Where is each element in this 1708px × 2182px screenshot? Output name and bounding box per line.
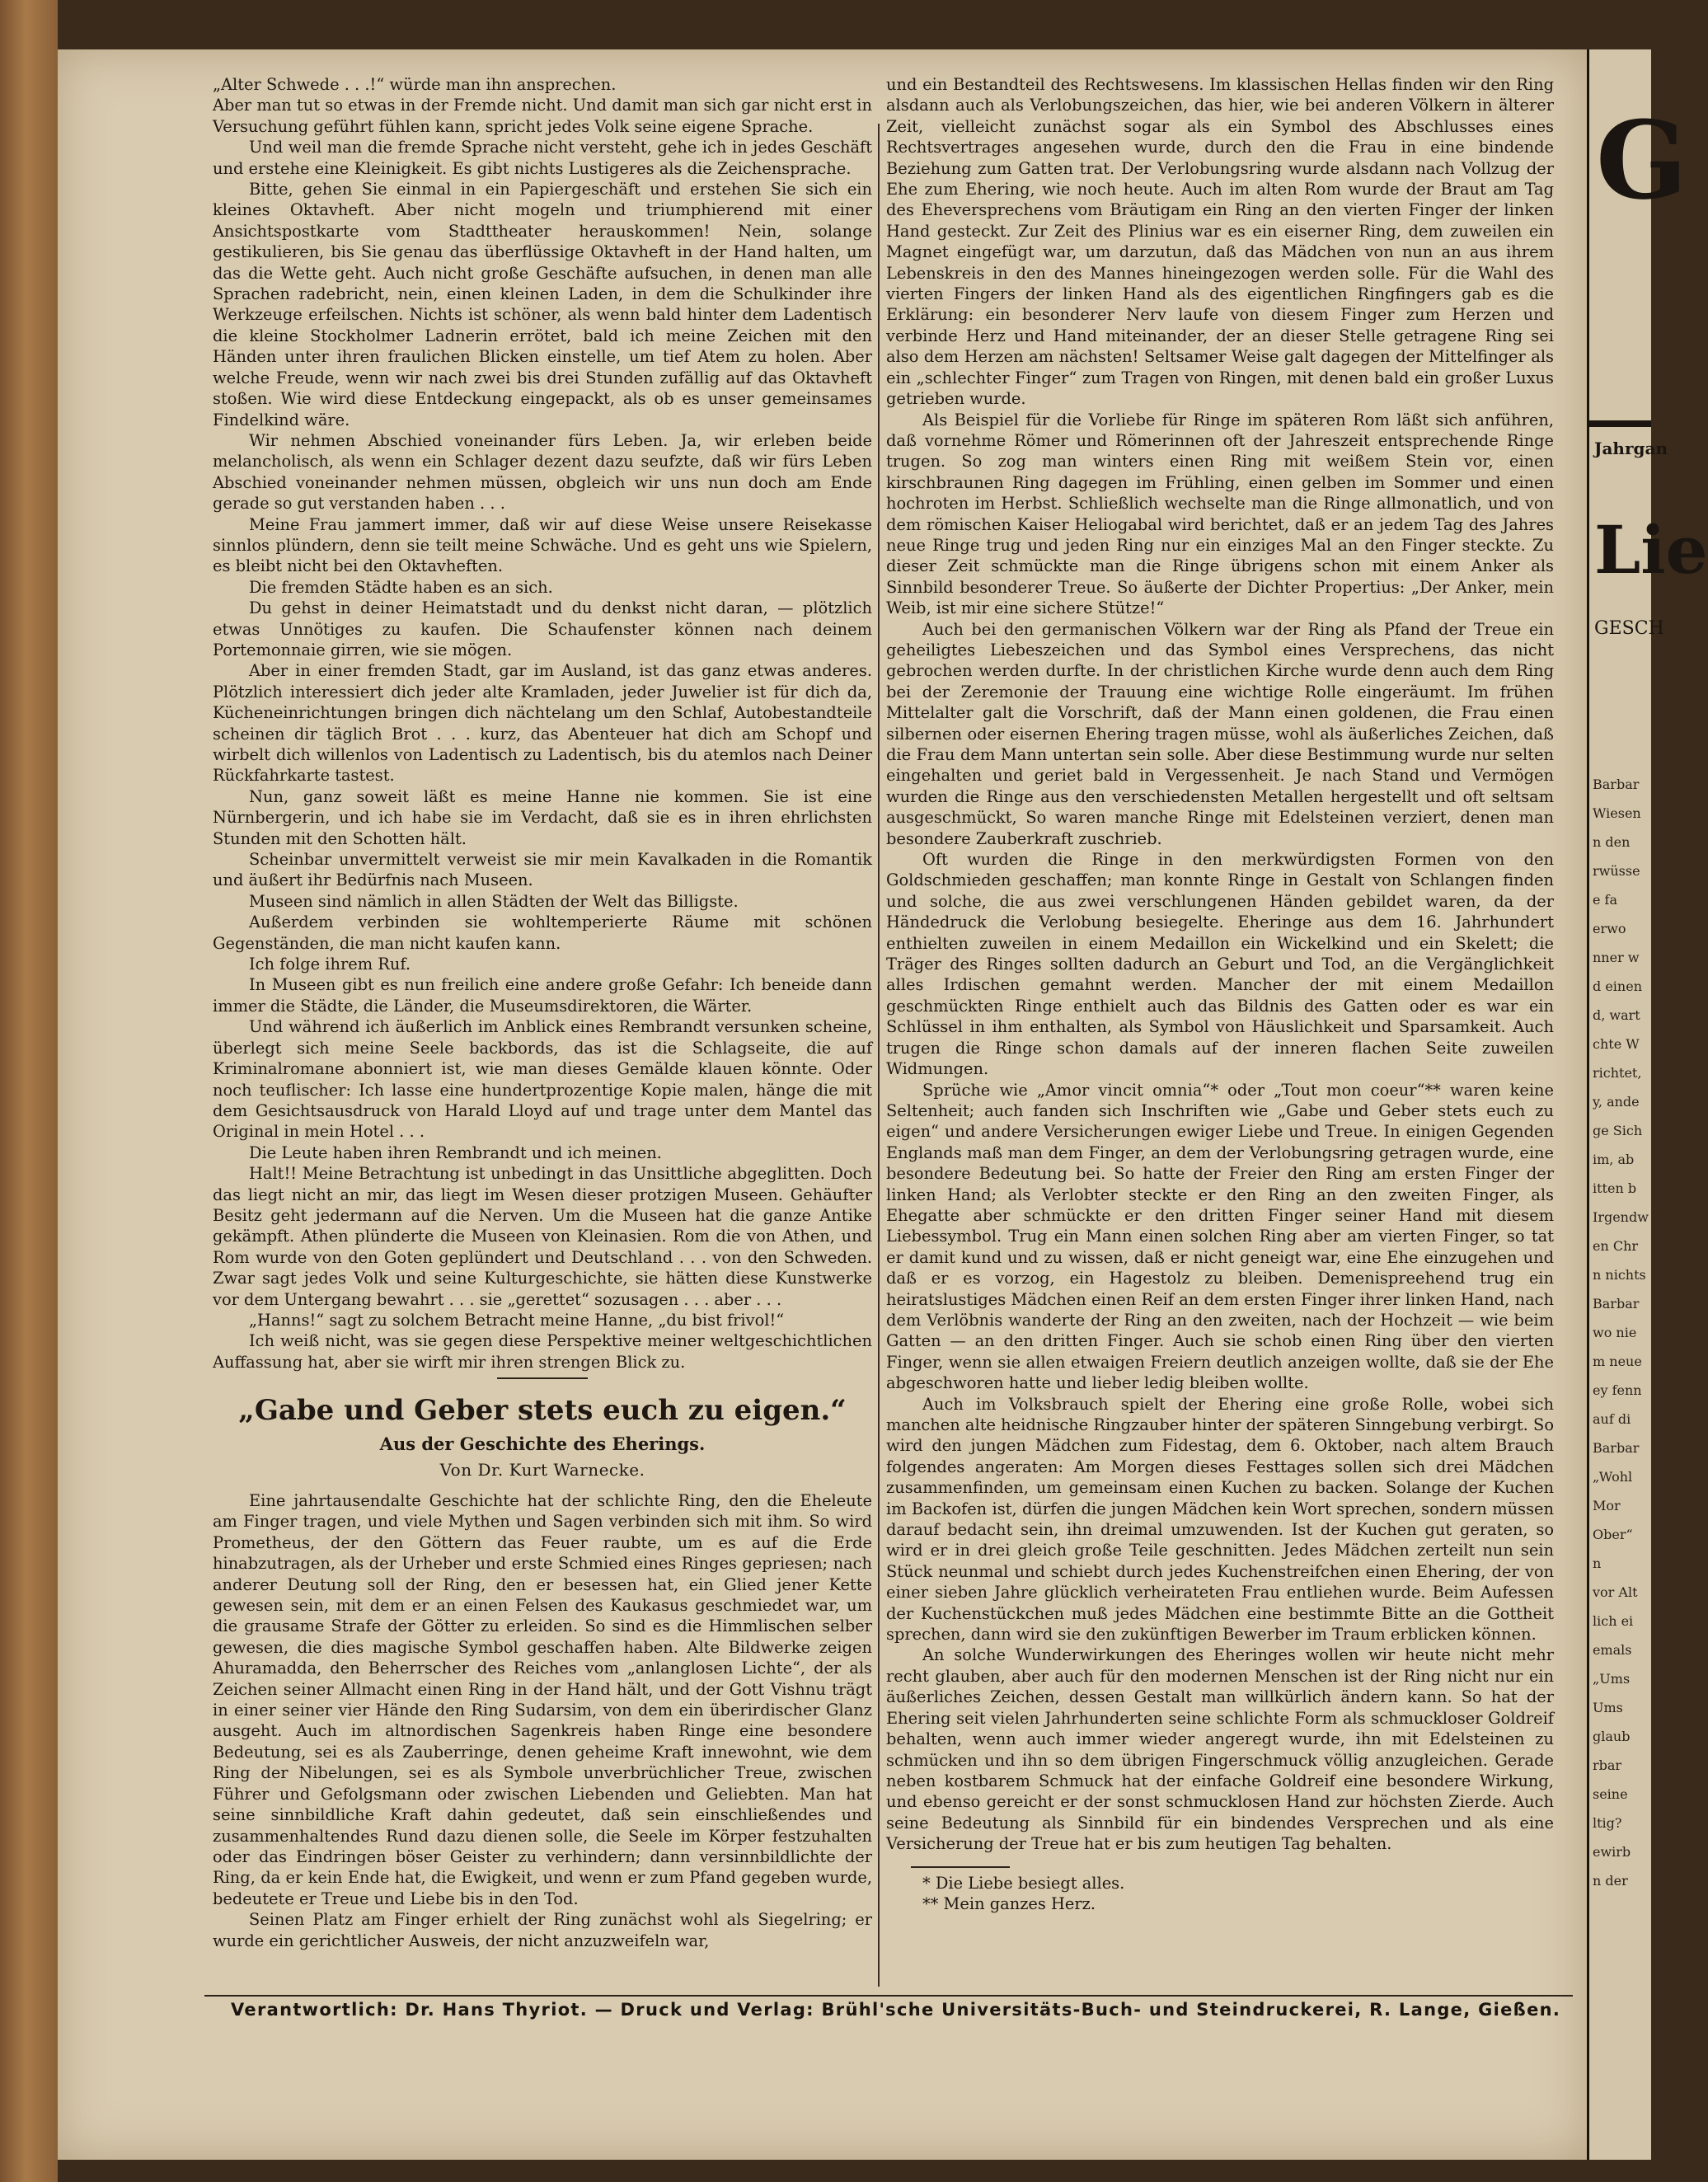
paragraph: Seinen Platz am Finger erhielt der Ring zunächst wohl als Siegelring; er wurde ein gerichtlicher Ausweis, der nicht anzuzweifeln war, — [213, 1910, 872, 1950]
text-fragment: chte W — [1593, 1036, 1640, 1052]
paragraph: Aber in einer fremden Stadt, gar im Ausland, ist das ganz etwas anderes. Plötzlich interessiert dich jeder alte Kramladen, jeder Juwelier ist für dich da, Kücheneinrichtungen bringen dich nächtelang um den Schlaf, Autobestandteile scheinen dir täglich Brot . . . kurz, das Abenteuer hat dich am Schopf und wirbelt dich willenlos von Ladentisch zu Ladentisch, bis du atemlos nach Deiner Rückfahrkarte tastest. — [213, 661, 872, 786]
paragraph: Die fremden Städte haben es an sich. — [249, 577, 553, 597]
paragraph: Du gehst in deiner Heimatstadt und du denkst nicht daran, — plötzlich etwas Unnötiges zu kaufen. Die Schaufenster können nach deinem Portemonnaie girren, wie sie mögen. — [213, 598, 872, 659]
paragraph: Ich weiß nicht, was sie gegen diese Perspektive meiner weltgeschichtlichen Auffassung hat, aber sie wirft mir ihren strengen Blick zu. — [213, 1331, 872, 1372]
text-fragment: vor Alt — [1593, 1584, 1638, 1600]
article-body-start — [213, 1490, 872, 1951]
paragraph: Sprüche wie „Amor vincit omnia“* oder „Tout mon coeur“** waren keine Seltenheit; auch fanden sich Inschriften wie „Gabe und Geber stets euch zu eigen“ und andere Versicherungen ewiger Liebe und Treue. In einigen Gegenden Englands maß man dem Finger, an dem der Verlobungsring getragen wurde, eine besondere Bedeutung bei. So hatte der Freier den Ring am ersten Finger der linken Hand; als Verlobter steckte er den Ring an den zweiten Finger, als Ehegatte aber schmückte er den dritten Finger seiner Hand mit diesem Liebessymbol. Trug ein Mann einen solchen Ring aber am vierten Finger, so tat er damit kund und zu wissen, daß er nicht geneigt war, eine Ehe einzugehen und daß er es vorzog, ein Hagestolz zu bleiben. Demenispreehend trug ein heiratslustiges Mädchen einen Reif an dem ersten Finger ihrer linken Hand, nach dem Verlöbnis wanderte der Ring an den zweiten, nach der Hochzeit — wie beim Gatten — an den dritten Finger. Auch sie schob einen Ring über den vierten Finger, wenn sie allen etwaigen Freiern deutlich anzeigen wollte, daß sie der Ehe abgeschworen hatte und lieber ledig bleiben wollte. — [886, 1080, 1554, 1393]
paragraph: Scheinbar unvermittelt verweist sie mir mein Kavalkaden in die Romantik und äußert ihr Bedürfnis nach Museen. — [213, 850, 872, 890]
left-column — [213, 74, 872, 1951]
text-fragment: m neue — [1593, 1354, 1642, 1369]
imprint-footer: Verantwortlich: Dr. Hans Thyriot. — Druck und Verlag: Brühl'sche Universitäts-Buch- und Steindruckerei, R. Lange, Gießen. — [231, 2000, 1561, 2020]
paragraph: Halt!! Meine Betrachtung ist unbedingt in das Unsittliche abgeglitten. Doch das liegt nicht an mir, das liegt im Wesen dieser protzigen Museen. Gehäufter Besitz geht jedermann auf die Nerven. Um die Museen hat die ganze Antike gekämpft. Athen plünderte die Museen von Kleinasien. Rom die von Athen, und Rom wurde von den Goten geplündert und Deutschland . . . von den Schweden. Zwar sagt jedes Volk und seine Kulturgeschichte, sie hätten diese Kunstwerke vor dem Untergang bewahrt . . . sie „gerettet“ sozusagen . . . aber . . . — [213, 1164, 872, 1309]
paragraph: Als Beispiel für die Vorliebe für Ringe im späteren Rom läßt sich anführen, daß vornehme Römer und Römerinnen oft der Jahreszeit entsprechende Ringe trugen. So zog man winters einen Ring mit weißem Stein vor, einen kirschbraunen Ring dagegen im Frühling, einen gelben im Sommer und einen hochroten im Herbst. Schließlich wechselte man die Ringe allmonatlich, und von dem römischen Kaiser Heliogabal wird berichtet, daß er an jedem Tag des Jahres neue Ringe trug und jeden Ring nur ein einziges Mal an den Finger steckte. Zu dieser Zeit schmückte man die Ringe übrigens schon mit einem Anker als Sinnbild besonderer Treue. So äußerte der Dichter Propertius: „Der Anker, mein Weib, ist mir eine sichere Stütze!“ — [886, 410, 1554, 618]
text-fragment: emals — [1593, 1642, 1632, 1658]
paragraph: Ich folge ihrem Ruf. — [249, 955, 411, 974]
subheadline-fragment: GESCH — [1594, 618, 1664, 639]
feuilleton-text — [213, 74, 872, 1373]
paragraph: Und weil man die fremde Sprache nicht versteht, gehe ich in jedes Geschäft und erstehe eine Kleinigkeit. Es gibt nichts Lustigeres als die Zeichensprache. — [213, 138, 872, 178]
book-binding — [0, 0, 58, 2182]
text-fragment: Barbar — [1593, 1296, 1640, 1312]
text-fragment: ewirb — [1593, 1844, 1631, 1860]
paragraph: Außerdem verbinden sie wohltemperierte Räume mit schönen Gegenständen, die man nicht kaufen kann. — [213, 913, 872, 953]
paragraph: Museen sind nämlich in allen Städten der Welt das Billigste. — [249, 891, 739, 911]
text-fragment: Ums — [1593, 1700, 1623, 1715]
article-subtitle: Aus der Geschichte des Eherings. — [379, 1434, 706, 1455]
text-fragment: richtet, — [1593, 1065, 1642, 1081]
section-divider — [497, 1377, 588, 1379]
right-column — [886, 74, 1554, 1914]
volume-label: Jahrgan — [1594, 439, 1668, 458]
text-fragment: ey fenn — [1593, 1382, 1642, 1398]
text-fragment: erwo — [1593, 921, 1626, 936]
column-divider — [878, 124, 880, 1987]
text-fragment: n — [1593, 1556, 1602, 1571]
masthead-letter: G — [1596, 97, 1688, 223]
headline-fragment: Lie — [1594, 511, 1708, 589]
adjacent-page-edge — [1587, 49, 1708, 2160]
text-fragment: nner w — [1593, 950, 1640, 965]
text-fragment: Mor — [1593, 1498, 1621, 1513]
text-fragment: rbar — [1593, 1757, 1622, 1773]
text-fragment: auf di — [1593, 1411, 1631, 1427]
text-fragment: n den — [1593, 834, 1631, 850]
paragraph: Bitte, gehen Sie einmal in ein Papiergeschäft und erstehen Sie sich ein kleines Oktavheft. Aber nicht mogeln und triumphierend mit einer Ansichtspostkarte vom Stadttheater herauskommen! Nein, solange gestikulieren, bis Sie genau das überflüssige Oktavheft in der Hand halten, um das die Wette geht. Auch nicht große Geschäfte aufsuchen, in denen man alle Sprachen radebricht, nein, einen kleinen Laden, in dem die Schulkinder ihre Werkzeuge erfeilschen. Nichts ist schöner, als wenn bald hinter dem Ladentisch die kleine Stockholmer Ladnerin errötet, bald ich meine Zeichen mit den Händen unter ihren fraulichen Blicken einstelle, um tief Atem zu holen. Aber welche Freude, wenn wir nach zwei bis drei Stunden zufällig auf das Oktavheft stoßen. Wie wird diese Entdeckung eingepackt, als ob es unser gemeinsames Findelkind wäre. — [213, 180, 872, 429]
text-fragment: Irgendw — [1593, 1209, 1649, 1225]
paragraph: „Alter Schwede . . .!“ würde man ihn ansprechen. — [213, 75, 617, 94]
paragraph: Wir nehmen Abschied voneinander fürs Leben. Ja, wir erleben beide melancholisch, als wenn ein Schlager dezent dazu seufzte, daß wir fürs Leben Abschied voneinander nehmen müssen, obgleich wir uns nun doch am Ende gerade so gut verstanden haben . . . — [213, 430, 872, 514]
footnote-divider — [911, 1866, 1010, 1868]
text-fragment: lich ei — [1593, 1613, 1634, 1629]
paragraph: und ein Bestandteil des Rechtswesens. Im klassischen Hellas finden wir den Ring alsdann auch als Verlobungszeichen, das hier, wie bei anderen Völkern in älterer Zeit, vielleicht zunächst sogar als ein Symbol des Abschlusses eines Rechtsvertrages angesehen wurde, durch den die Frau in eine bindende Beziehung zum Gatten trat. Der Verlobungsring wurde alsdann nach Vollzug der Ehe zum Ehering, wie noch heute. Auch im alten Rom wurde der Braut am Tag des Eheversprechens vom Bräutigam ein Ring an den vierten Finger der linken Hand gesteckt. Zur Zeit des Plinius war es ein eiserner Ring, dem zuweilen ein Magnet eingefügt war, um darzutun, daß das Mädchen von nun an aus ihrem Lebenskreis in den des Mannes hineingezogen werden solle. Für die Wahl des vierten Fingers der linken Hand als des eigentlichen Ringfingers gab es die Erklärung: ein besonderer Nerv laufe von diesem Finger zum Herzen und verbinde Herz und Hand miteinander, der an dieser Stelle getragene Ring sei also dem Herzen am nächsten! Seltsamer Weise galt dagegen der Mittelfinger als ein „schlechter Finger“ zum Tragen von Ringen, mit denen bald ein großer Luxus getrieben wurde. — [886, 75, 1554, 409]
text-fragment: Ober“ — [1593, 1527, 1633, 1542]
paragraph: Eine jahrtausendalte Geschichte hat der schlichte Ring, den die Eheleute am Finger tragen, und viele Mythen und Sagen verbinden sich mit ihm. So wird Prometheus, der den Göttern das Feuer raubte, um es auf die Erde hinabzutragen, als der Urheber und erste Schmied eines Ringes gepriesen; nach anderer Deutung soll der Ring, den er besessen hat, ein Glied jener Kette gewesen sein, mit dem er an einen Felsen des Kaukasus geschmiedet war, um die grausame Strafe der Götter zu erleiden. So sind es die Himmlischen selber gewesen, die dies magische Symbol geschaffen haben. Alte Bildwerke zeigen Ahuramadda, den Beherrscher des Reiches vom „anlanglosen Lichte“, der als Zeichen seiner Allmacht einen Ring in der Hand hält, und der Gott Vishnu trägt in einer seiner vier Hände den Ring Sudarsim, von dem ein überirdischer Glanz ausgeht. Auch im altnordischen Sagenkreis haben Ringe eine besondere Bedeutung, sei es als Zauberringe, denen geheime Kraft innewohnt, wie dem Ring der Nibelungen, sei es als Symbole unverbrüchlicher Treue, zwischen Führer und Gefolgsmann oder zwischen Liebenden und Geliebten. Man hat seine sinnbildliche Kraft dahin gedeutet, daß sein einschließendes und zusammenhaltendes Rund dazu dienen solle, die Seele im Körper festzuhalten oder das Eindringen böser Geister zu verhindern; dann versinnbildlichte der Ring, da er kein Ende hat, die Ewigkeit, und wenn er zum Pfand gegeben wurde, bedeutete er Treue und Liebe bis in den Tod. — [213, 1491, 872, 1908]
paragraph: Nun, ganz soweit läßt es meine Hanne nie kommen. Sie ist eine Nürnbergerin, und ich habe sie im Verdacht, daß sie es in ihren ehrlichsten Stunden mit den Schotten hält. — [213, 786, 872, 848]
paragraph: In Museen gibt es nun freilich eine andere große Gefahr: Ich beneide dann immer die Städte, die Länder, die Museumsdirektoren, die Wärter. — [213, 975, 872, 1016]
text-fragment: Barbar — [1593, 777, 1640, 792]
text-fragment: y, ande — [1593, 1094, 1640, 1110]
text-fragment: rwüsse — [1593, 863, 1640, 879]
text-fragment: d einen — [1593, 978, 1642, 994]
text-fragment: ltig? — [1593, 1815, 1622, 1831]
paragraph: „Hanns!“ sagt zu solchem Betracht meine Hanne, „du bist frivol!“ — [249, 1310, 785, 1330]
footnote: ** Mein ganzes Herz. — [922, 1893, 1096, 1913]
text-fragment: im, ab — [1593, 1152, 1635, 1167]
masthead-rule — [1589, 420, 1651, 427]
footnote: * Die Liebe besiegt alles. — [922, 1873, 1125, 1893]
text-fragment: n der — [1593, 1873, 1628, 1889]
text-fragment: ge Sich — [1593, 1123, 1643, 1138]
paragraph: Auch bei den germanischen Völkern war der Ring als Pfand der Treue ein geheiligtes Liebeszeichen und das Symbol eines Versprechens, das nicht gebrochen werden durfte. In der christlichen Kirche wurde denn auch dem Ring bei der Zeremonie der Trauung eine wichtige Rolle eingeräumt. Im frühen Mittelalter galt die Vorschrift, daß der Mann einen goldenen, die Frau einen silbernen oder eisernen Ehering tragen müsse, wohl als äußerliches Zeichen, daß die Frau dem Mann untertan sein solle. Aber diese Bestimmung wurde nur selten eingehalten und geriet bald in Vergessenheit. Je nach Stand und Vermögen wurden die Ringe aus den verschiedensten Metallen hergestellt und oft seltsam ausgeschmückt, So waren manche Ringe mit Edelsteinen verziert, denen man besondere Zauberkraft zuschrieb. — [886, 619, 1554, 848]
paragraph: Oft wurden die Ringe in den merkwürdigsten Formen von den Goldschmieden geschaffen; man konnte Ringe in Gestalt von Schlangen finden und solche, die aus zwei verschlungenen Händen gebildet waren, da der Händedruck die Verlobung besiegelte. Eheringe aus dem 16. Jahrhundert enthielten zuweilen in einem Medaillon ein Wickelkind und ein Skelett; die Träger des Ringes sollten dadurch an Geburt und Tod, an die Vergänglichkeit alles Irdischen gemahnt werden. Mancher der mit einem Medaillon geschmückten Ringe enthielt auch das Bildnis des Gatten oder es war ein Schlüssel in ihm enthalten, als Symbol von Häuslichkeit und Sparsamkeit. Auch trugen die Ringe schon damals auf der inneren flachen Seite zuweilen Widmungen. — [886, 850, 1554, 1079]
footnotes — [886, 1873, 1554, 1915]
text-fragment: Wiesen — [1593, 805, 1641, 821]
text-fragment: „Ums — [1593, 1671, 1631, 1687]
text-fragment: glaub — [1593, 1729, 1631, 1744]
paragraph: Meine Frau jammert immer, daß wir auf diese Weise unsere Reisekasse sinnlos plündern, denn sie teilt meine Schwäche. Und es geht uns wie Spielern, es bleibt nicht bei den Oktavheften. — [213, 514, 872, 576]
article-body-continued — [886, 74, 1554, 1855]
paragraph: Die Leute haben ihren Rembrandt und ich meinen. — [249, 1143, 662, 1162]
text-fragment: e fa — [1593, 892, 1618, 908]
text-fragment: wo nie — [1593, 1325, 1637, 1340]
text-fragment: n nichts — [1593, 1267, 1646, 1283]
article-title: „Gabe und Geber stets euch zu eigen.“ — [238, 1394, 847, 1428]
article-author: Von Dr. Kurt Warnecke. — [439, 1459, 645, 1480]
text-fragment: itten b — [1593, 1180, 1637, 1196]
text-fragment: „Wohl — [1593, 1469, 1633, 1485]
text-fragment: Barbar — [1593, 1440, 1640, 1456]
footer-divider — [204, 1995, 1573, 1997]
paragraph: An solche Wunderwirkungen des Eheringes wollen wir heute nicht mehr recht glauben, aber auch für den modernen Menschen ist der Ring nicht nur ein äußerliches Zeichen, dessen Gestalt man willkürlich ändern kann. So hat der Ehering seit vielen Jahrhunderten seine schlichte Form als schmuckloser Goldreif behalten, wenn auch immer wieder angeregt wurde, ihn mit Edelsteinen zu schmücken und ihn so dem übrigen Fingerschmuck völlig anzugleichen. Gerade neben kostbarem Schmuck hat der einfache Goldreif eine besondere Wirkung, und ebenso gereicht er der sonst schmucklosen Hand zur höchsten Zierde. Auch seine Bedeutung als Sinnbild für ein bindendes Versprechen und als eine Versicherung der Treue hat er bis zum heutigen Tag behalten. — [886, 1645, 1554, 1854]
paragraph: Auch im Volksbrauch spielt der Ehering eine große Rolle, wobei sich manchen alte heidnische Ringzauber hinter der späteren Sinngebung verbirgt. So wird den jungen Mädchen zum Fidestag, dem 6. Oktober, nach altem Brauch folgendes angeraten: Am Morgen dieses Festtages sollen sich drei Mädchen zusammenfinden, um gemeinsam einen Kuchen zu backen. Solange der Kuchen im Backofen ist, dürfen die jungen Mädchen kein Wort sprechen, sondern müssen darauf bedacht sein, ihn dreimal umzuwenden. Ist der Kuchen gut geraten, so wird er in drei gleich große Teile geschnitten. Jedes Mädchen zerteilt nun sein Stück neunmal und schiebt durch jedes Kuchenstreifchen einen Ehering, der von einer sieben Jahre glücklich verheirateten Frau entliehen wurde. Beim Aufessen der Kuchenstückchen muß jedes Mädchen eine bestimmte Bitte an die Gottheit sprechen, dann wird sie den zukünftigen Bewerber im Traum erblicken können. — [886, 1394, 1554, 1645]
text-fragment: seine — [1593, 1786, 1628, 1802]
text-fragment: en Chr — [1593, 1238, 1639, 1254]
paragraph: Aber man tut so etwas in der Fremde nicht. Und damit man sich gar nicht erst in Versuchung geführt fühlen kann, spricht jedes Volk seine eigene Sprache. — [213, 96, 872, 136]
paragraph: Und während ich äußerlich im Anblick eines Rembrandt versunken scheine, überlegt sich meine Seele backbords, das ist die Schlagseite, die auf Kriminalromane abonniert ist, wie man dieses Gemälde klauen könnte. Oder noch teuflischer: Ich lasse eine hundertprozentige Kopie malen, hänge die mit dem Gesichtsausdruck von Harald Lloyd auf und trage unter dem Mantel das Original in mein Hotel . . . — [213, 1017, 872, 1142]
text-fragment: d, wart — [1593, 1007, 1640, 1023]
